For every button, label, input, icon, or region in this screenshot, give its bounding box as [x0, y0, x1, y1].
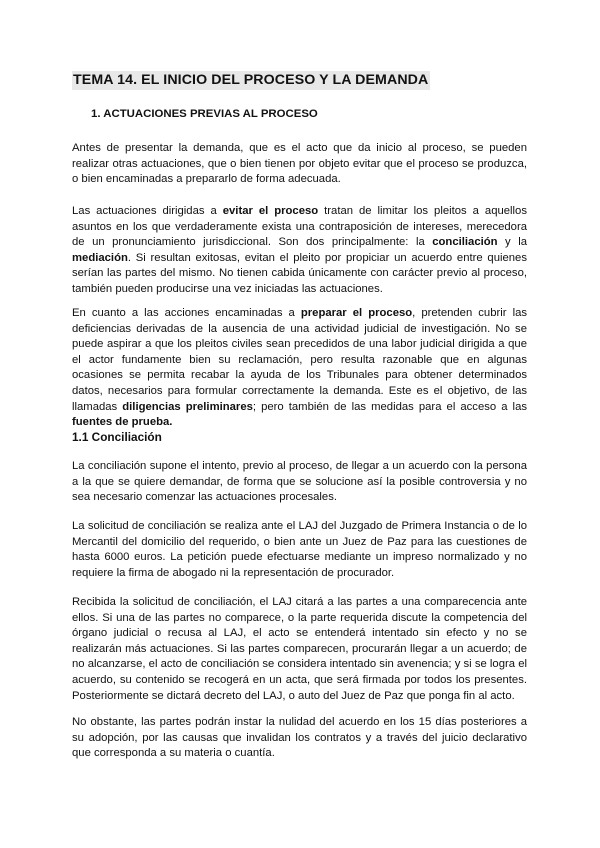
paragraph-evitar-proceso: Las actuaciones dirigidas a evitar el proceso tratan de limitar los pleitos a aquellos asuntos en los que verdaderamente exista una contraposición de intereses, merecedora de un pronunciamiento jurisdiccional. Son dos principalmente: la conciliación y la mediación. Si resultan exitosas, evitan el pleito por propiciar un acuerdo entre quienes serían las partes del mismo. No tienen cabida únicamente con carácter previo al proceso, también pueden producirse una vez iniciadas las actuaciones. — [72, 205, 528, 295]
bold-conciliacion: conciliación — [432, 236, 498, 249]
paragraph-conciliacion-solicitud: La solicitud de conciliación se realiza ante el LAJ del Juzgado de Primera Instancia o de lo Mercantil del domicilio del requerido, o bien ante un Juez de Paz para las cuestiones de hasta 6000 euros. La petición puede efectuarse mediante un impreso normalizado y no requiere la firma de abogado ni la representación de procurador. — [72, 520, 527, 579]
paragraph-conciliacion-nulidad: No obstante, las partes podrán instar la nulidad del acuerdo en los 15 días posteriores a su adopción, por las causas que invalidan los contratos y a través del juicio declarativo que corresponda a su materia o cuantía. — [72, 716, 527, 760]
bold-diligencias-preliminares: diligencias preliminares — [122, 400, 253, 413]
paragraph-conciliacion-definicion: La conciliación supone el intento, previo al proceso, de llegar a un acuerdo con la persona a la que se quiere demandar, de forma que se solucione así la posible controversia y no sea necesario comenzar las actuaciones procesales. — [72, 460, 527, 504]
document-title: TEMA 14. EL INICIO DEL PROCESO Y LA DEMANDA — [73, 72, 429, 88]
paragraph-conciliacion-comparecencia: Recibida la solicitud de conciliación, el LAJ citará a las partes a una comparecencia ante ellos. Si una de las partes no comparece, o la parte requerida discute la competencia del órgano judicial o recusa al LAJ, el acto se entenderá intentado sin efecto y no se realizarán más actuaciones. Si las partes comparecen, procurarán llegar a un acuerdo; de no alcanzarse, el acto de conciliación se considera intentado sin avenencia; y si se logra el acuerdo, su contenido se recogerá en un acta, que será firmada por todos los presentes. Posteriormente se dictará decreto del LAJ, o auto del Juez de Paz que ponga fin al acto. — [72, 596, 527, 702]
subsection-heading-conciliacion: 1.1 Conciliación — [72, 430, 162, 444]
bold-mediacion: mediación — [72, 251, 128, 264]
section-heading-actuaciones-previas: 1. ACTUACIONES PREVIAS AL PROCESO — [91, 108, 318, 120]
paragraph-intro: Antes de presentar la demanda, que es el acto que da inicio al proceso, se pueden realizar otras actuaciones, que o bien tienen por objeto evitar que el proceso se produzca, o bien encaminadas a prepararlo de forma adecuada. — [72, 142, 527, 186]
bold-preparar-proceso: preparar el proceso — [300, 307, 413, 319]
paragraph-preparar-proceso: En cuanto a las acciones encaminadas a preparar el proceso, pretenden cubrir las deficiencias derivadas de la ausencia de una actividad judicial de investigación. No se puede aspirar a que los pleitos civiles sean precedidos de una labor judicial dirigida a que el actor fundamente bien su reclamación, pero resulta razonable que en algunas ocasiones se permita recabar la ayuda de los Tribunales para obtener determinados datos, necesarios para formular correctamente la demanda. Este es el objetivo, de las llamadas diligencias preliminares; pero también de las medidas para el acceso a las fuentes de prueba. — [72, 307, 528, 429]
bold-evitar-proceso: evitar el proceso — [222, 205, 319, 217]
bold-fuentes-de-prueba: fuentes de prueba. — [72, 416, 173, 429]
